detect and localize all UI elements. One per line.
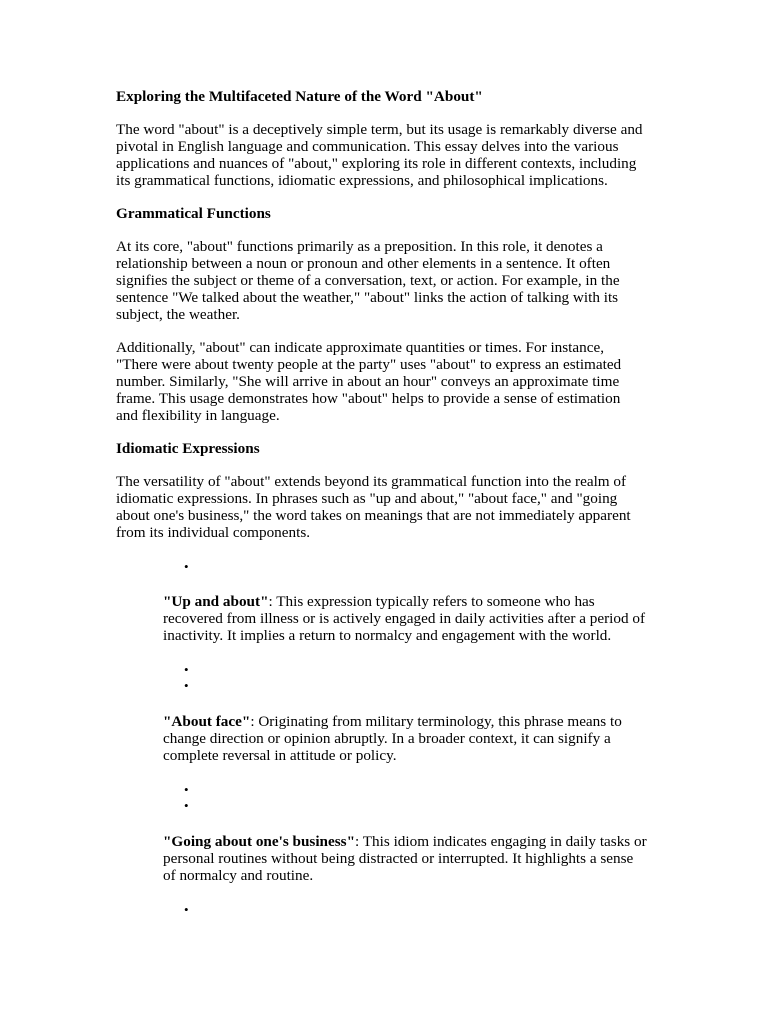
spacer (116, 105, 646, 121)
spacer (163, 764, 648, 782)
spacer (163, 644, 648, 662)
list-item-term: "About face" (163, 713, 251, 730)
list-item (163, 593, 648, 644)
section-heading-grammatical-functions: Grammatical Functions (116, 205, 271, 222)
spacer (116, 457, 646, 473)
list-item-term: "Up and about" (163, 593, 269, 610)
spacer (163, 884, 648, 902)
bullet-icon: • (184, 559, 189, 574)
spacer (116, 323, 646, 339)
bullet-icon: • (184, 662, 189, 677)
spacer (116, 222, 646, 238)
list-item (163, 833, 648, 884)
intro-paragraph: The word "about" is a deceptively simple term, but its usage is remarkably diverse and pivotal in English language and communication. This essay delves into the various applications and nuances of "about," exploring its role in different contexts, including its grammatical functions, idiomatic expressions, and philosophical implications. (116, 121, 643, 189)
bullet-icon: • (184, 678, 189, 693)
spacer (116, 424, 646, 440)
list-bullet (163, 662, 648, 678)
spacer (163, 575, 648, 593)
document-title: Exploring the Multifaceted Nature of the Word "About" (116, 88, 483, 105)
document-page (116, 88, 646, 918)
list-item-text: Originating from military terminology, this phrase means to change direction or opinion abruptly. In a broader context, it can signify a complete reversal in attitude or policy. (163, 713, 622, 764)
bullet-icon: • (184, 798, 189, 813)
bullet-icon: • (184, 782, 189, 797)
body-paragraph: The versatility of "about" extends beyond its grammatical function into the realm of idiomatic expressions. In phrases such as "up and about," "about face," and "going about one's business," the word takes on meanings that are not immediately apparent from its individual components. (116, 473, 631, 541)
list-bullet (163, 798, 648, 814)
list-item-text: This expression typically refers to someone who has recovered from illness or is actively engaged in daily activities after a period of inactivity. It implies a return to normalcy and engagement with the world. (163, 593, 646, 644)
list-item (163, 713, 648, 764)
spacer (163, 541, 648, 559)
spacer (163, 694, 648, 713)
body-paragraph: Additionally, "about" can indicate approximate quantities or times. For instance, "There were about twenty people at the party" uses "about" to express an estimated number. Similarly, "She will arrive in about an hour" conveys an approximate time frame. This usage demonstrates how "about" helps to provide a sense of estimation and flexibility in language. (116, 339, 622, 424)
list-item-term: "Going about one's business" (163, 833, 356, 850)
list-bullet (163, 902, 648, 918)
list-item-text: This idiom indicates engaging in daily tasks or personal routines without being distracted or interrupted. It highlights a sense of normalcy and routine. (163, 833, 647, 884)
spacer (116, 189, 646, 205)
list-bullet (163, 559, 648, 575)
list-item-separator: : (268, 593, 273, 610)
list-item-separator: : (250, 713, 255, 730)
idiom-list (163, 541, 648, 918)
list-bullet (163, 782, 648, 798)
list-bullet (163, 678, 648, 694)
section-heading-idiomatic-expressions: Idiomatic Expressions (116, 440, 260, 457)
body-paragraph: At its core, "about" functions primarily as a preposition. In this role, it denotes a relationship between a noun or pronoun and other elements in a sentence. It often signifies the subject or theme of a conversation, text, or action. For example, in the sentence "We talked about the weather," "about" links the action of talking with its subject, the weather. (116, 238, 620, 323)
list-item-separator: : (355, 833, 360, 850)
bullet-icon: • (184, 902, 189, 917)
spacer (163, 814, 648, 833)
